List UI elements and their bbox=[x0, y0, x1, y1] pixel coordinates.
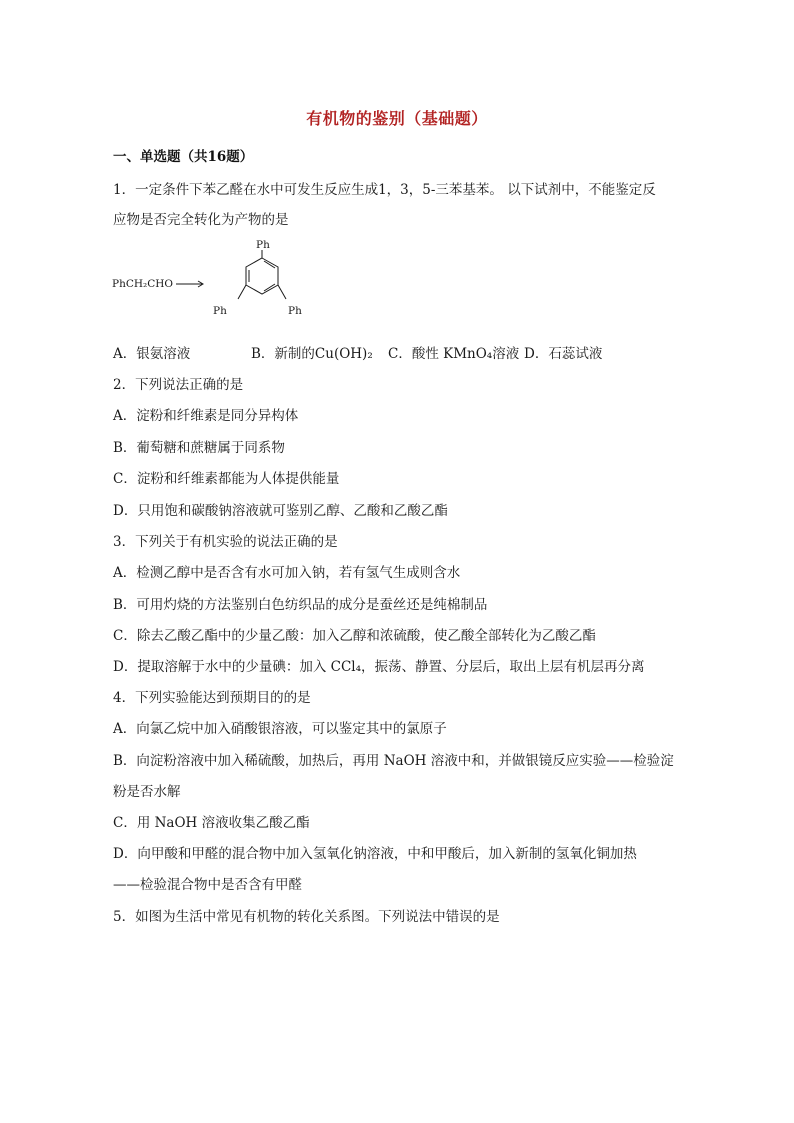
q4-option-b-line1: B．向淀粉溶液中加入稀硫酸，加热后，再用 NaOH 溶液中和，并做银镜反应实验——检验淀 bbox=[113, 753, 674, 769]
benzene-ring bbox=[246, 258, 278, 294]
q1-stem-line1: 1．一定条件下苯乙醛在水中可发生反应生成1，3，5-三苯基苯。 以下试剂中，不能鉴定反 bbox=[113, 182, 656, 198]
q4-option-d-line1: D．向甲酸和甲醛的混合物中加入氢氧化钠溶液，中和甲酸后，加入新制的氢氧化铜加热 bbox=[113, 846, 637, 862]
q5-stem: 5．如图为生活中常见有机物的转化关系图。下列说法中错误的是 bbox=[113, 909, 500, 925]
q1-option-b: B．新制的Cu(OH)₂ bbox=[251, 346, 373, 362]
q2-option-a: A．淀粉和纤维素是同分异构体 bbox=[113, 408, 299, 424]
q3-option-a: A．检测乙醇中是否含有水可加入钠，若有氢气生成则含水 bbox=[113, 565, 461, 581]
q2-option-b: B．葡萄糖和蔗糖属于同系物 bbox=[113, 440, 285, 456]
section-heading: 一、单选题（共16题） bbox=[113, 149, 254, 165]
bond-left bbox=[238, 285, 246, 299]
q3-option-b: B．可用灼烧的方法鉴别白色纺织品的成分是蚕丝还是纯棉制品 bbox=[113, 597, 488, 613]
bond-right bbox=[278, 285, 286, 299]
q1-option-a: A．银氨溶液 bbox=[113, 346, 191, 362]
q1-option-d: D．石蕊试液 bbox=[524, 346, 603, 362]
q1-options bbox=[113, 342, 713, 362]
ph-right-label: Ph bbox=[288, 305, 302, 317]
q2-option-d: D．只用饱和碳酸钠溶液就可鉴别乙醇、乙酸和乙酸乙酯 bbox=[113, 503, 448, 519]
page-title: 有机物的鉴别（基础题） bbox=[306, 109, 488, 128]
q4-stem: 4．下列实验能达到预期目的的是 bbox=[113, 690, 311, 706]
q4-option-a: A．向氯乙烷中加入硝酸银溶液，可以鉴定其中的氯原子 bbox=[113, 721, 447, 737]
q2-option-c: C．淀粉和纤维素都能为人体提供能量 bbox=[113, 471, 340, 487]
q4-option-b-line2: 粉是否水解 bbox=[113, 784, 181, 800]
q3-option-c: C．除去乙酸乙酯中的少量乙酸：加入乙醇和浓硫酸，使乙酸全部转化为乙酸乙酯 bbox=[113, 628, 596, 644]
reaction-svg bbox=[110, 240, 330, 325]
q3-stem: 3．下列关于有机实验的说法正确的是 bbox=[113, 534, 338, 550]
ph-left-label: Ph bbox=[213, 305, 227, 317]
reactant-label: PhCH₂CHO bbox=[112, 278, 174, 290]
q3-option-d: D．提取溶解于水中的少量碘：加入 CCl₄，振荡、静置、分层后，取出上层有机层再分离 bbox=[113, 659, 645, 675]
reaction-diagram bbox=[110, 240, 330, 325]
q1-option-c: C．酸性 KMnO₄溶液 bbox=[388, 346, 520, 362]
q2-stem: 2．下列说法正确的是 bbox=[113, 377, 244, 393]
q1-stem-line2: 应物是否完全转化为产物的是 bbox=[113, 212, 289, 228]
q4-option-c: C．用 NaOH 溶液收集乙酸乙酯 bbox=[113, 815, 310, 831]
ph-top-label: Ph bbox=[256, 240, 270, 251]
q4-option-d-line2: ——检验混合物中是否含有甲醛 bbox=[113, 877, 302, 893]
